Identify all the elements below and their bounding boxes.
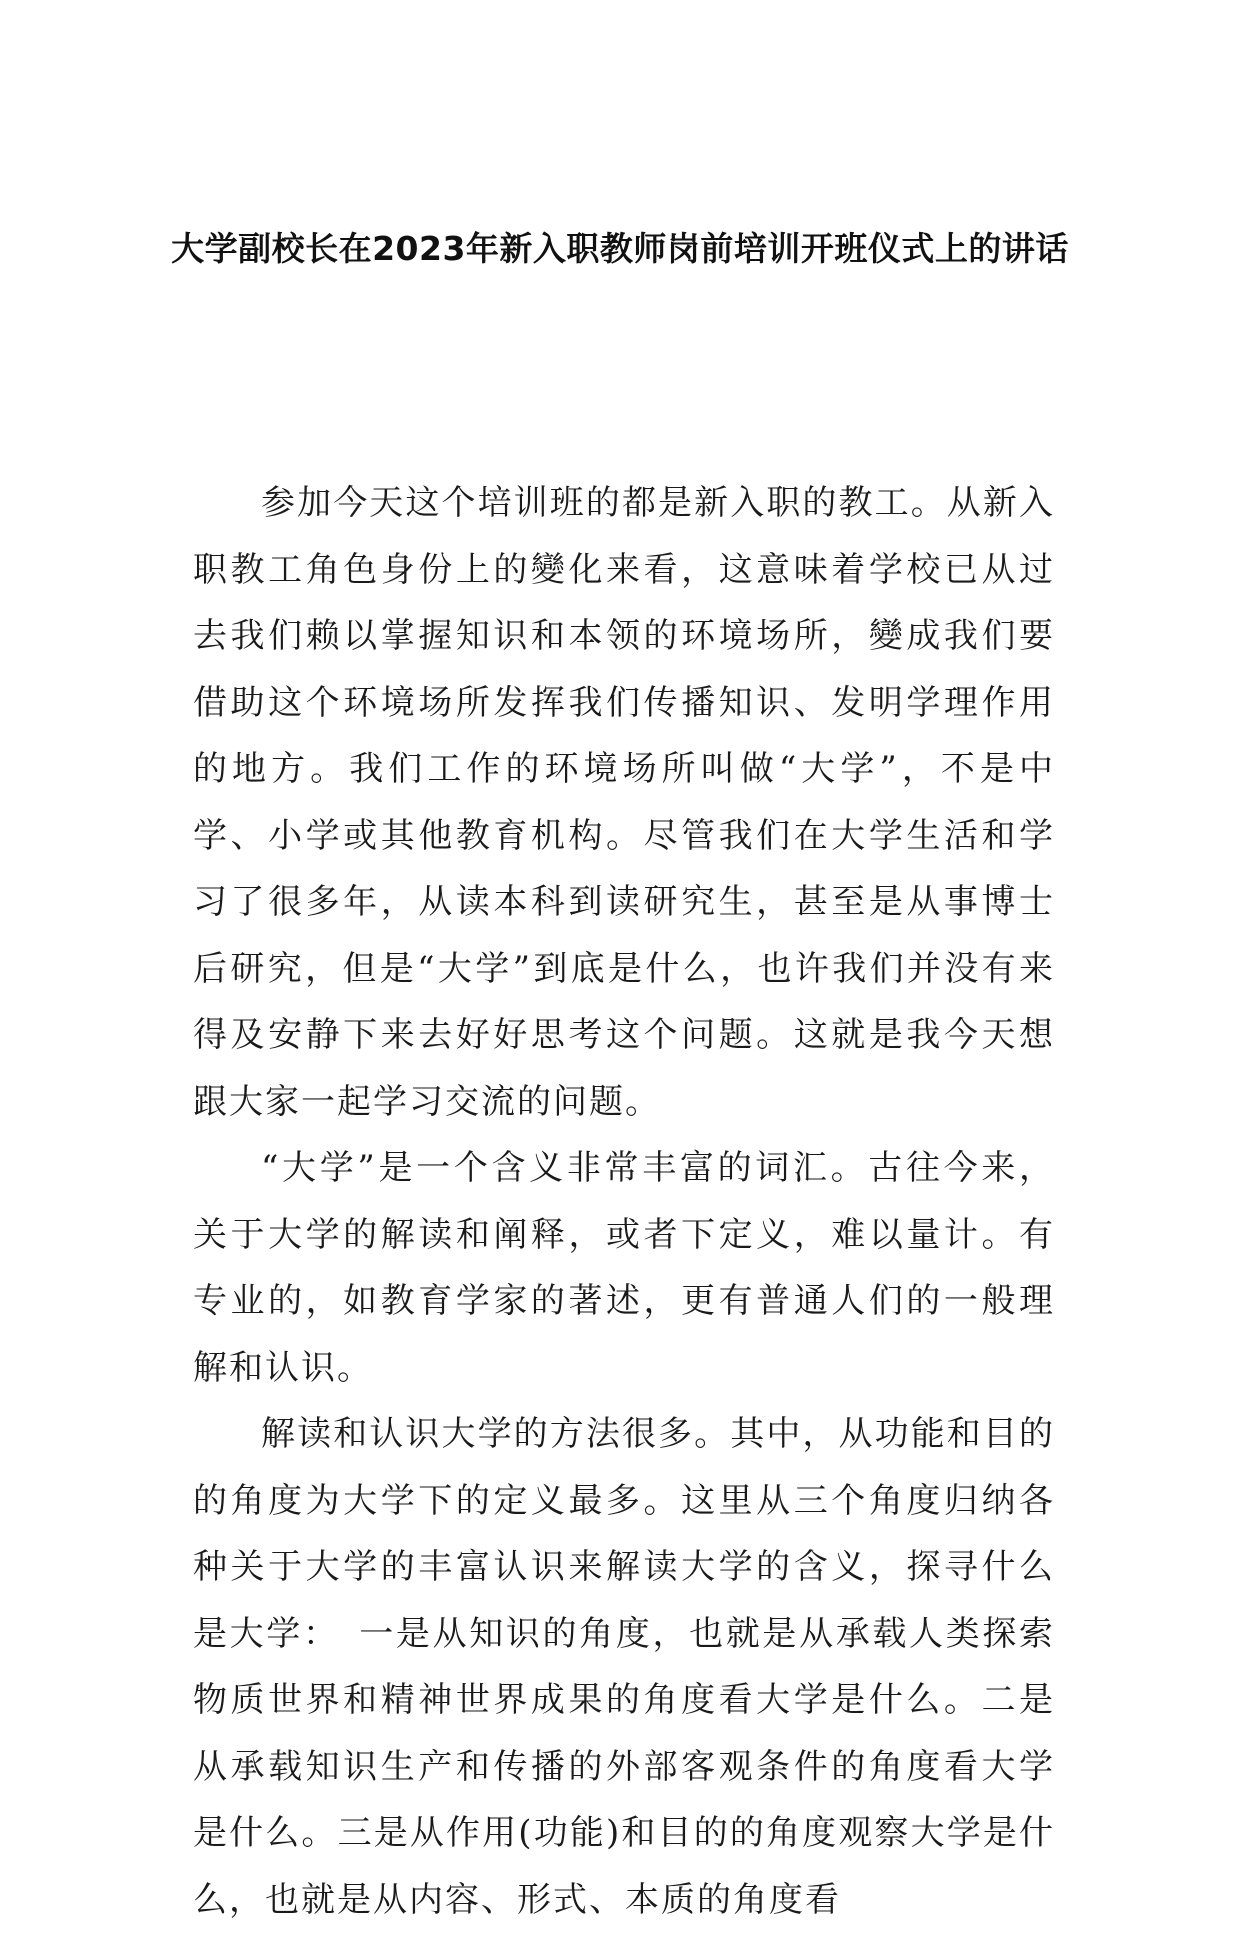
paragraph: 参加今天这个培训班的都是新入职的教工。从新入职教工角色身份上的變化来看，这意味着学校已从过去我们赖以掌握知识和本领的环境场所，變成我们要借助这个环境场所发挥我们传播知识、发明学理作用的地方。我们工作的环境场所叫做“大学”，不是中学、小学或其他教育机构。尽管我们在大学生活和学习了很多年，从读本科到读研究生，甚至是从事博士后研究，但是“大学”到底是什么，也许我们并没有来得及安静下来去好好思考这个问题。这就是我今天想跟大家一起学习交流的问题。 [193,483,1055,1122]
document-title: 大学副校长在2023年新入职教师岗前培训开班仪式上的讲话 [171,229,1069,268]
paragraph: 解读和认识大学的方法很多。其中，从功能和目的的角度为大学下的定义最多。这里从三个角度归纳各种关于大学的丰富认识来解读大学的含义，探寻什么是大学： 一是从知识的角度，也就是从承载人类探索物质世界和精神世界成果的角度看大学是什么。二是从承载知识生产和传播的外部客观条件的角度看大学是什么。三是从作用(功能)和目的的角度观察大学是什么，也就是从内容、形式、本质的角度看 [193,1414,1055,1920]
document-body [193,470,1055,1933]
paragraph: “大学”是一个含义非常丰富的词汇。古往今来，关于大学的解读和阐释，或者下定义，难以量计。有专业的，如教育学家的著述，更有普通人们的一般理解和认识。 [193,1148,1055,1388]
